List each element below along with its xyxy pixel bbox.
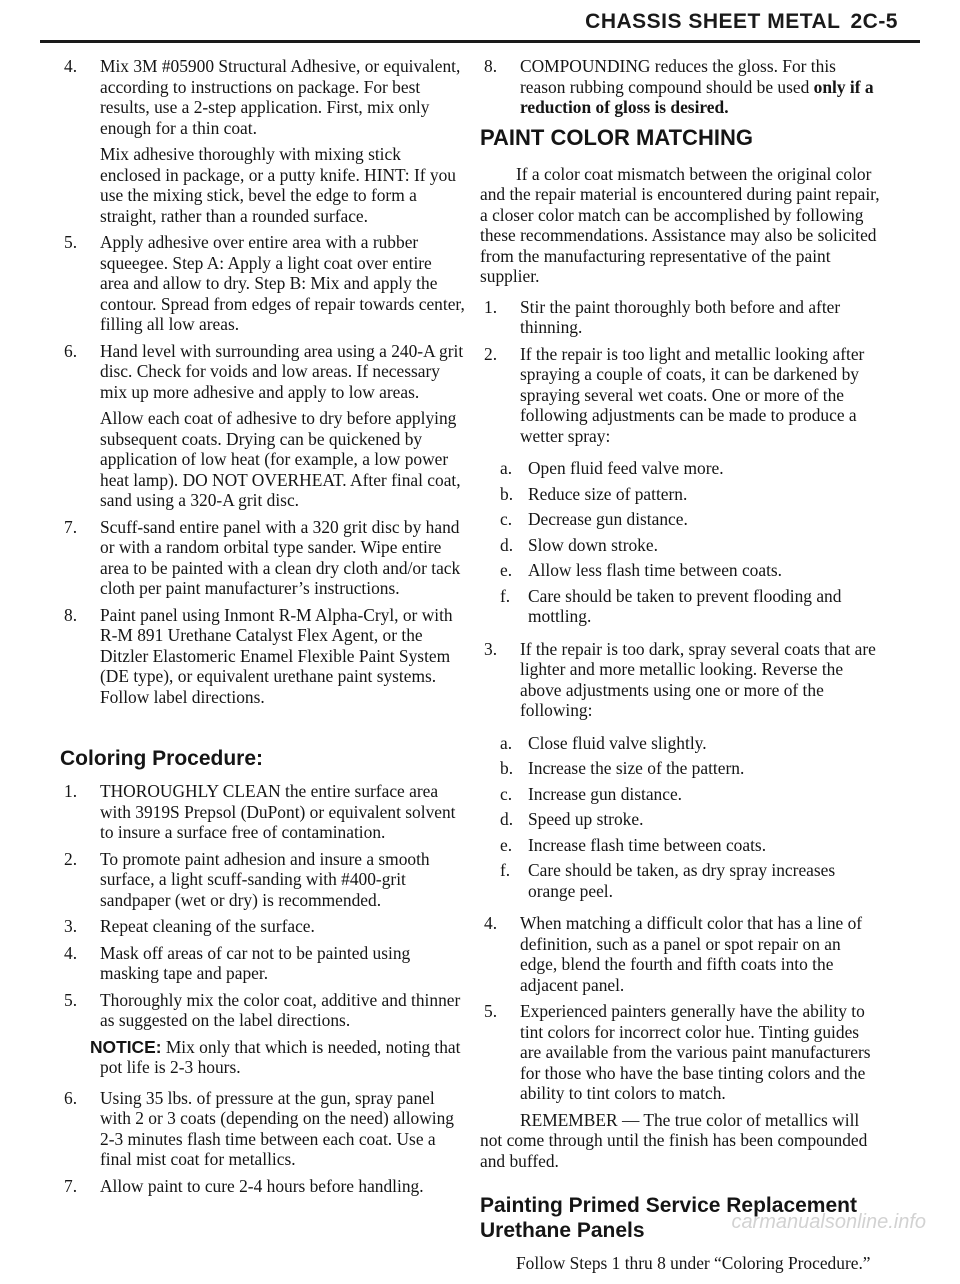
notice-label: NOTICE:: [90, 1036, 162, 1057]
numbered-step: [60, 849, 465, 911]
step-number: 2.: [484, 343, 498, 364]
adhesive-steps: [60, 56, 465, 707]
sub-step: [500, 535, 880, 556]
step-number: 3.: [64, 916, 78, 936]
match-step-2: [480, 344, 880, 447]
step-text: Allow paint to cure 2-4 hours before handling.: [100, 1175, 424, 1196]
step-number: 7.: [64, 1175, 78, 1196]
sub-step-text: Speed up stroke.: [528, 809, 644, 829]
sub-step-text: Increase flash time between coats.: [528, 834, 767, 855]
step-paragraph: Scuff-sand entire panel with a 320 grit disc by hand or with a random orbital type sander. Wipe entire area to be painted with a clean dry cloth and/or tack cloth per paint manufacturer’s instructions.: [100, 516, 461, 598]
step-8-compounding: [480, 56, 880, 118]
sub-step-text: Decrease gun distance.: [528, 509, 688, 529]
numbered-step: [60, 990, 465, 1031]
sub-step: [500, 860, 880, 901]
sub-step-label: b.: [500, 483, 514, 504]
sub-step: [500, 758, 880, 779]
step-text: THOROUGHLY CLEAN the entire surface area with 3919S Prepsol (DuPont) or equivalent solvent to insure a surface free of contamination.: [100, 781, 456, 842]
step-number: 5.: [64, 232, 78, 252]
step-text: If the repair is too dark, spray several coats that are lighter and more metallic looking. Reverse the above adjustments using one or more of the following:: [520, 638, 876, 720]
step-number: 4.: [64, 56, 78, 76]
numbered-step: [60, 943, 465, 984]
sub-step-label: a.: [500, 732, 513, 753]
right-column: [480, 56, 880, 1284]
step-text: COMPOUNDING reduces the gloss. For this reason rubbing compound should be used: [520, 56, 836, 97]
numbered-step: [60, 605, 465, 708]
step-text: Mask off areas of car not to be painted using masking tape and paper.: [100, 942, 411, 983]
step-number: 3.: [484, 638, 498, 659]
numbered-step: [60, 916, 465, 937]
step-number: 1.: [484, 296, 498, 317]
sub-step-label: d.: [500, 534, 514, 555]
sub-step-label: f.: [500, 860, 511, 880]
numbered-step: [60, 232, 465, 335]
sub-step: [500, 809, 880, 830]
sub-step-text: Allow less flash time between coats.: [528, 560, 783, 580]
match-step-3: [480, 639, 880, 721]
step-body: [100, 232, 465, 335]
step-number: 4.: [484, 913, 498, 933]
paint-color-matching-heading: PAINT COLOR MATCHING: [480, 124, 753, 150]
step-body: [100, 517, 465, 599]
step-text: Repeat cleaning of the surface.: [100, 916, 315, 936]
step-number: 8.: [64, 604, 78, 625]
step-paragraph: Mix adhesive thoroughly with mixing stick enclosed in package, or a putty knife. HINT: If you use the mixing stick, bevel the edge to form a straight, rather than a rounded surface.: [100, 144, 457, 226]
primed-panels-heading: Painting Primed Service Replacement Urethane Panels: [480, 1194, 857, 1242]
step-body: [100, 605, 465, 708]
step-text: To promote paint adhesion and insure a smooth surface, a light scuff-sanding with #400-grit sandpaper (wet or dry) is recommended.: [100, 848, 430, 910]
sub-step-text: Slow down stroke.: [528, 534, 658, 555]
header-rule: [40, 40, 920, 43]
sub-step-text: Care should be taken to prevent flooding and mottling.: [528, 585, 842, 626]
step-text: If the repair is too light and metallic looking after spraying a couple of coats, it can be darkened by spraying several wet coats. One or more of the following adjustments can be made to produce a wetter spray:: [520, 343, 865, 446]
sub-step-label: c.: [500, 509, 513, 529]
page-number: 2C-5: [850, 10, 898, 33]
sub-step-text: Increase the size of the pattern.: [528, 758, 745, 778]
step-number: 5.: [64, 989, 78, 1010]
sub-step-text: Care should be taken, as dry spray increases orange peel.: [528, 860, 836, 901]
step-text: Thoroughly mix the color coat, additive and thinner as suggested on the label directions.: [100, 989, 461, 1030]
primed-panels-text: Follow Steps 1 thru 8 under “Coloring Procedure.”: [516, 1253, 871, 1273]
step-text: Experienced painters generally have the ability to tint colors for incorrect color hue. Tinting guides are available from the various paint manufacturers for those who have the base tinting colors and the ability to tint colors to match.: [520, 1001, 871, 1103]
sub-step: [500, 560, 880, 581]
sub-step: [500, 458, 880, 479]
sub-step-text: Close fluid valve slightly.: [528, 732, 707, 753]
step-text: When matching a difficult color that has a line of definition, such as a panel or spot repair on an edge, blend the fourth and fifth coats into the adjacent panel.: [520, 913, 863, 995]
notice-text: Mix only that which is needed, noting that pot life is 2-3 hours.: [100, 1036, 461, 1077]
step-number: 7.: [64, 516, 78, 537]
sub-step-label: a.: [500, 458, 513, 478]
coloring-procedure-heading: Coloring Procedure:: [60, 747, 264, 770]
numbered-step: [60, 1176, 465, 1197]
sub-step-label: e.: [500, 834, 513, 855]
numbered-step: [60, 341, 465, 511]
sub-step-text: Increase gun distance.: [528, 783, 683, 804]
watermark: carmanualsonline.info: [731, 1211, 926, 1233]
sub-step: [500, 484, 880, 505]
step-paragraph: Mix 3M #05900 Structural Adhesive, or equivalent, according to instructions on package. For best results, use a 2-step application. First, mix only enough for a thin coat.: [100, 56, 461, 138]
section-title: CHASSIS SHEET METAL: [585, 10, 841, 33]
numbered-step: [60, 517, 465, 599]
sub-step: [500, 784, 880, 805]
step-paragraph: Paint panel using Inmont R-M Alpha-Cryl, or with R-M 891 Urethane Catalyst Flex Agent, or the Ditzler Elastomeric Enamel Flexible Paint System (DE type), or equivalent urethane paint systems. Follow label directions.: [100, 604, 453, 707]
step-body: [100, 56, 465, 226]
sub-step-label: e.: [500, 560, 513, 580]
step-number: 6.: [64, 340, 78, 361]
sub-step: [500, 835, 880, 856]
coloring-steps-continued: [60, 1088, 465, 1197]
reverse-adjustments: [480, 733, 880, 902]
step-text: Stir the paint thoroughly both before and after thinning.: [520, 296, 841, 337]
sub-step-label: c.: [500, 783, 513, 804]
step-number: 6.: [64, 1087, 78, 1108]
step-number: 8.: [484, 56, 498, 76]
remember-note: REMEMBER — The true color of metallics will not come through until the finish has been compounded and buffed.: [480, 1109, 868, 1171]
sub-step: [500, 509, 880, 530]
sub-step: [500, 586, 880, 627]
numbered-step: [60, 56, 465, 226]
step-paragraph: Hand level with surrounding area using a 240-A grit disc. Check for voids and low areas. If necessary mix up more adhesive and apply to low areas.: [100, 340, 464, 402]
step-number: 5.: [484, 1001, 498, 1021]
sub-step-label: d.: [500, 809, 514, 829]
intro-paragraph: If a color coat mismatch between the original color and the repair material is encountered during paint repair, a closer color match can be accomplished by following these recommendations. Assistance may also be solicited from the manufacturing representative of the paint supplier.: [480, 163, 880, 286]
step-number: 2.: [64, 848, 78, 869]
sub-step-label: b.: [500, 758, 514, 778]
left-column: [60, 56, 465, 1202]
step-paragraph: Allow each coat of adhesive to dry before applying subsequent coats. Drying can be quickened by application of low heat (for example, a low power heat lamp). DO NOT OVERHEAT. After final coat, sand using a 320-A grit disc.: [100, 408, 461, 510]
wetter-spray-adjustments: [480, 458, 880, 627]
numbered-step: [60, 781, 465, 843]
step-text-bold: only if a reduction of gloss is desired.: [520, 76, 874, 117]
sub-step-label: f.: [500, 585, 511, 606]
match-step-5: [480, 1001, 880, 1104]
step-text: Using 35 lbs. of pressure at the gun, spray panel with 2 or 3 coats (depending on the need) allowing 2-3 minutes flash time between each coat. Use a final mist coat for metallics.: [100, 1087, 455, 1169]
numbered-step: [60, 1088, 465, 1170]
step-number: 4.: [64, 942, 78, 963]
match-step-4: [480, 913, 880, 995]
sub-step-text: Open fluid feed valve more.: [528, 458, 724, 478]
coloring-steps: [60, 781, 465, 1031]
step-paragraph: Apply adhesive over entire area with a rubber squeegee. Step A: Apply a light coat over entire area and allow to dry. Step B: Mix and apply the contour. Spread from edges of repair towards center, filling all low areas.: [100, 232, 465, 334]
notice: [60, 1037, 465, 1078]
step-body: [100, 341, 465, 511]
sub-step: [500, 733, 880, 754]
sub-step-text: Reduce size of pattern.: [528, 483, 688, 504]
page-header: [585, 10, 898, 34]
match-step-1: [480, 297, 880, 338]
step-number: 1.: [64, 781, 78, 801]
